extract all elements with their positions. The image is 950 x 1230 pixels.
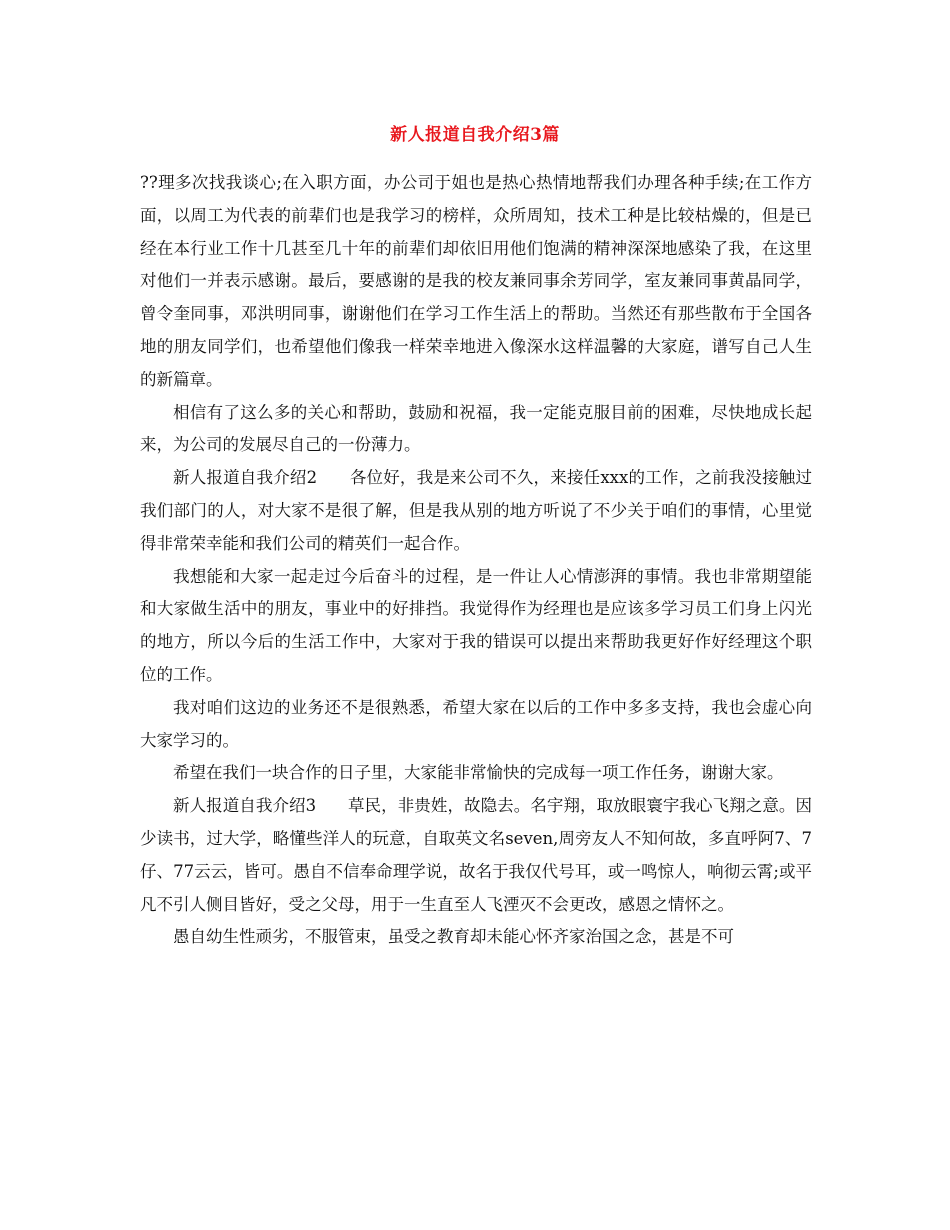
section-3-text: 草民，非贵姓，故隐去。名宇翔，取放眼寰宇我心飞翔之意。因少读书，过大学，略懂些洋人的玩意，自取英文名seven,周旁友人不知何故，多直呼阿7、7仔、77云云，皆可。愚自不信奉命理学说，故名于我仅代号耳，或一鸣惊人，响彻云霄;或平凡不引人侧目皆好，受之父母，用于一生直至人飞湮灭不会更改，感恩之情怀之。 (140, 796, 813, 914)
paragraph-5: 希望在我们一块合作的日子里，大家能非常愉快的完成每一项工作任务，谢谢大家。 (173, 763, 784, 783)
document-title: 新人报道自我介绍3篇 (390, 125, 560, 145)
paragraph-6: 愚自幼生性顽劣，不服管束，虽受之教育却未能心怀齐家治国之念，甚是不可 (173, 927, 734, 947)
section-2-heading: 新人报道自我介绍2 (173, 468, 318, 488)
paragraph-2: 相信有了这么多的关心和帮助，鼓励和祝福，我一定能克服目前的困难，尽快地成长起来，为公司的发展尽自己的一份薄力。 (140, 402, 812, 455)
section-3-heading: 新人报道自我介绍3 (173, 796, 317, 816)
paragraph-1: ??理多次找我谈心;在入职方面，办公司于姐也是热心热情地帮我们办理各种手续;在工作方面，以周工为代表的前辈们也是我学习的榜样，众所周知，技术工种是比较枯燥的，但是已经在本行业工作十几甚至几十年的前辈们却依旧用他们饱满的精神深深地感染了我，在这里对他们一并表示感谢。最后，要感谢的是我的校友兼同事余芳同学，室友兼同事黄晶同学，曾令奎同事，邓洪明同事，谢谢他们在学习工作生活上的帮助。当然还有那些散布于全国各地的朋友同学们，也希望他们像我一样荣幸地进入像深水这样温馨的大家庭，谱写自己人生的新篇章。 (140, 173, 812, 389)
paragraph-4: 我对咱们这边的业务还不是很熟悉，希望大家在以后的工作中多多支持，我也会虚心向大家学习的。 (140, 697, 812, 750)
document-body (140, 167, 812, 954)
section-2-paragraph (140, 462, 812, 560)
section-3-paragraph (140, 790, 812, 921)
paragraph-3: 我想能和大家一起走过今后奋斗的过程，是一件让人心情澎湃的事情。我也非常期望能和大家做生活中的朋友，事业中的好排挡。我觉得作为经理也是应该多学习员工们身上闪光的地方，所以今后的生活工作中，大家对于我的错误可以提出来帮助我更好作好经理这个职位的工作。 (140, 566, 812, 684)
section-2-text: 各位好，我是来公司不久，来接任xxx的工作，之前我没接触过我们部门的人，对大家不是很了解，但是我从别的地方听说了不少关于咱们的事情，心里觉得非常荣幸能和我们公司的精英们一起合作。 (140, 468, 812, 553)
